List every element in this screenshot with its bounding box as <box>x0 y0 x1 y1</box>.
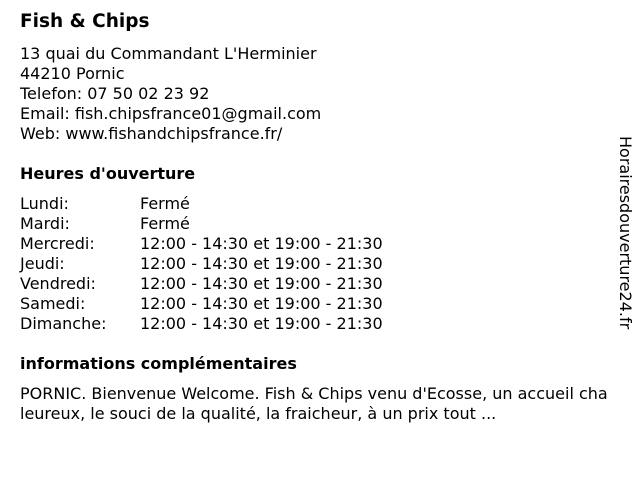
opening-hours-heading: Heures d'ouverture <box>20 164 196 183</box>
hours-day: Vendredi: <box>20 274 96 293</box>
hours-row <box>20 294 610 314</box>
opening-hours-table <box>20 194 610 334</box>
hours-day: Mardi: <box>20 214 70 233</box>
hours-day: Jeudi: <box>20 254 65 273</box>
hours-time: 12:00 - 14:30 et 19:00 - 21:30 <box>140 234 383 253</box>
hours-row <box>20 314 610 334</box>
email-address[interactable]: Email: fish.chipsfrance01@gmail.com <box>20 104 322 123</box>
hours-day: Samedi: <box>20 294 86 313</box>
hours-time: 12:00 - 14:30 et 19:00 - 21:30 <box>140 254 383 273</box>
hours-day: Lundi: <box>20 194 69 213</box>
contact-block <box>20 44 610 144</box>
hours-time: 12:00 - 14:30 et 19:00 - 21:30 <box>140 274 383 293</box>
address-city: 44210 Pornic <box>20 64 125 83</box>
hours-time: 12:00 - 14:30 et 19:00 - 21:30 <box>140 314 383 333</box>
phone-number[interactable]: Telefon: 07 50 02 23 92 <box>20 84 210 103</box>
additional-info-heading: informations complémentaires <box>20 354 297 373</box>
hours-row <box>20 274 610 294</box>
additional-info-text: PORNIC. Bienvenue Welcome. Fish & Chips venu d'Ecosse, un accueil chaleureux, le souci de la qualité, la fraicheur, à un prix tout ... <box>20 384 608 423</box>
hours-row <box>20 194 610 214</box>
hours-time: 12:00 - 14:30 et 19:00 - 21:30 <box>140 294 383 313</box>
address-street: 13 quai du Commandant L'Herminier <box>20 44 317 63</box>
hours-day: Dimanche: <box>20 314 107 333</box>
business-card <box>20 10 610 424</box>
website-link[interactable]: Web: www.fishandchipsfrance.fr/ <box>20 124 283 143</box>
hours-time: Fermé <box>140 194 190 213</box>
hours-day: Mercredi: <box>20 234 95 253</box>
hours-row <box>20 254 610 274</box>
hours-row <box>20 214 610 234</box>
hours-time: Fermé <box>140 214 190 233</box>
hours-row <box>20 234 610 254</box>
site-watermark: Horairesdouverture24.fr <box>616 136 635 330</box>
business-name: Fish & Chips <box>20 11 150 32</box>
